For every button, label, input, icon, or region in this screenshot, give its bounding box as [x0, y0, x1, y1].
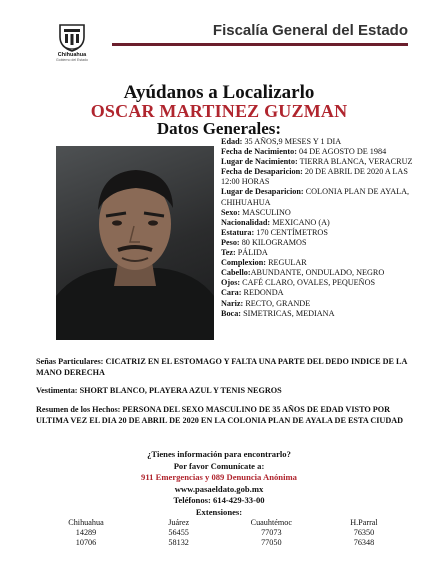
summary-label: Resumen de los Hechos:	[36, 405, 121, 414]
detail-label: Cabello:	[221, 268, 251, 278]
org-title: Fiscalía General del Estado	[212, 22, 408, 39]
detail-label: Nacionalidad:	[221, 217, 271, 227]
logo-subtitle: Gobierno del Estado	[56, 58, 88, 62]
ext-number: 77050	[261, 538, 282, 547]
detail-label: Complexion:	[221, 258, 267, 268]
detail-value: REGULAR	[266, 258, 307, 268]
detail-label: Nariz:	[221, 298, 244, 308]
detail-label: Boca:	[221, 308, 242, 318]
detail-value: 04 DE AGOSTO DE 1984	[296, 147, 387, 157]
ext-number: 76348	[353, 538, 375, 547]
phone-numbers: Teléfonos: 614-429-33-00	[173, 495, 265, 506]
ext-city: Chihuahua	[68, 518, 104, 527]
extensions-row	[40, 538, 410, 548]
extensions-table	[40, 518, 410, 548]
ext-city: Cuauhtémoc	[250, 518, 292, 527]
detail-mouth	[221, 309, 417, 319]
detail-sex	[221, 208, 417, 218]
ext-city: Juárez	[168, 518, 190, 527]
detail-value: 80 KILOGRAMOS	[239, 237, 307, 247]
marks-label: Señas Particulares:	[36, 357, 104, 366]
detail-label: Fecha de Nacimiento:	[221, 147, 297, 157]
detail-label: Sexo:	[221, 207, 241, 217]
detail-value: 20 DE ABRIL DE 2020 A LAS 12:00 HORAS	[221, 167, 408, 187]
ext-number: 56455	[168, 528, 189, 537]
ext-number: 10706	[75, 538, 97, 547]
detail-value: COLONIA PLAN DE AYALA, CHIHUAHUA	[221, 187, 410, 207]
summary-value: PERSONA DEL SEXO MASCULINO DE 35 AÑOS DE EDAD VISTO POR ULTIMA VEZ EL DIA 20 DE ABRIL DE 2020 EN LA COLONIA PLAN DE AYALA DE ESTA CIUDAD	[36, 405, 404, 425]
detail-age	[221, 137, 417, 147]
general-data-list	[221, 137, 417, 319]
detail-label: Lugar de Nacimiento:	[221, 157, 298, 167]
detail-label: Edad:	[221, 137, 243, 146]
website-link[interactable]: www.pasaeldato.gob.mx	[174, 483, 264, 494]
detail-value: SIMETRICAS, MEDIANA	[241, 308, 335, 318]
detail-label: Cara:	[221, 288, 242, 298]
facts-summary	[36, 405, 416, 426]
clothing	[36, 386, 416, 397]
detail-label: Lugar de Desaparicion:	[221, 187, 304, 197]
detail-value: PÁLIDA	[235, 248, 268, 258]
detail-label: Fecha de Desaparicion:	[221, 167, 303, 177]
detail-value: MEXICANO (A)	[270, 217, 330, 227]
detail-value: MASCULINO	[240, 207, 291, 217]
header	[0, 0, 438, 70]
detail-value: 170 CENTÍMETROS	[254, 227, 328, 237]
ext-number: 77073	[261, 528, 282, 537]
distinguishing-marks	[36, 357, 416, 378]
detail-weight	[221, 238, 417, 248]
detail-label: Peso:	[221, 237, 240, 247]
logo-name: Chihuahua	[57, 52, 87, 58]
missing-person-name: OSCAR MARTINEZ GUZMAN	[90, 101, 348, 121]
coat-of-arms-icon	[57, 22, 87, 52]
detail-label: Ojos:	[221, 278, 241, 288]
emergency-hotline: 911 Emergencias y 089 Denuncia Anónima	[141, 472, 297, 483]
detail-value: TIERRA BLANCA, VERACRUZ	[297, 157, 413, 167]
detail-value: REDONDA	[241, 288, 284, 298]
person-portrait-icon	[56, 146, 214, 340]
extensions-row	[40, 528, 410, 538]
extensions-header-row	[40, 518, 410, 528]
detail-nose	[221, 299, 417, 309]
header-divider	[112, 43, 408, 46]
detail-nationality	[221, 218, 417, 228]
detail-disappearance-place	[221, 187, 417, 207]
marks-value: CICATRIZ EN EL ESTOMAGO Y FALTA UNA PARTE DEL DEDO INDICE DE LA MANO DERECHA	[36, 357, 407, 377]
detail-face	[221, 288, 417, 298]
poster-title: Ayúdanos a Localizarlo	[123, 82, 315, 103]
detail-complexion-tone	[221, 248, 417, 258]
detail-value: 35 AÑOS,9 MESES Y 1 DIA	[242, 137, 342, 146]
detail-value: CAFÉ CLARO, OVALES, PEQUEÑOS	[240, 278, 376, 288]
detail-disappearance-date	[221, 167, 417, 187]
ext-number: 58132	[168, 538, 189, 547]
detail-birth-date	[221, 147, 417, 157]
contact-call: Por favor Comunícate a:	[173, 460, 265, 471]
clothing-label: Vestimenta:	[36, 386, 78, 395]
detail-value: ABUNDANTE, ONDULADO, NEGRO	[250, 268, 385, 278]
ext-number: 76350	[353, 528, 375, 537]
ext-city: H.Parral	[350, 518, 378, 527]
ext-number: 14289	[75, 528, 97, 537]
section-title: Datos Generales:	[156, 119, 282, 138]
detail-eyes	[221, 278, 417, 288]
detail-label: Tez:	[221, 248, 236, 258]
missing-person-photo	[56, 146, 214, 340]
state-logo	[48, 22, 96, 68]
detail-height	[221, 228, 417, 238]
detail-birth-place	[221, 157, 417, 167]
extensions-title: Extensiones:	[195, 506, 243, 517]
detail-hair	[221, 268, 417, 278]
detail-label: Estatura:	[221, 227, 255, 237]
detail-build	[221, 258, 417, 268]
contact-question: ¿Tienes información para encontrarlo?	[147, 449, 291, 459]
detail-value: RECTO, GRANDE	[243, 298, 311, 308]
contact-info	[0, 449, 438, 519]
clothing-value: SHORT BLANCO, PLAYERA AZUL Y TENIS NEGROS	[77, 386, 282, 395]
